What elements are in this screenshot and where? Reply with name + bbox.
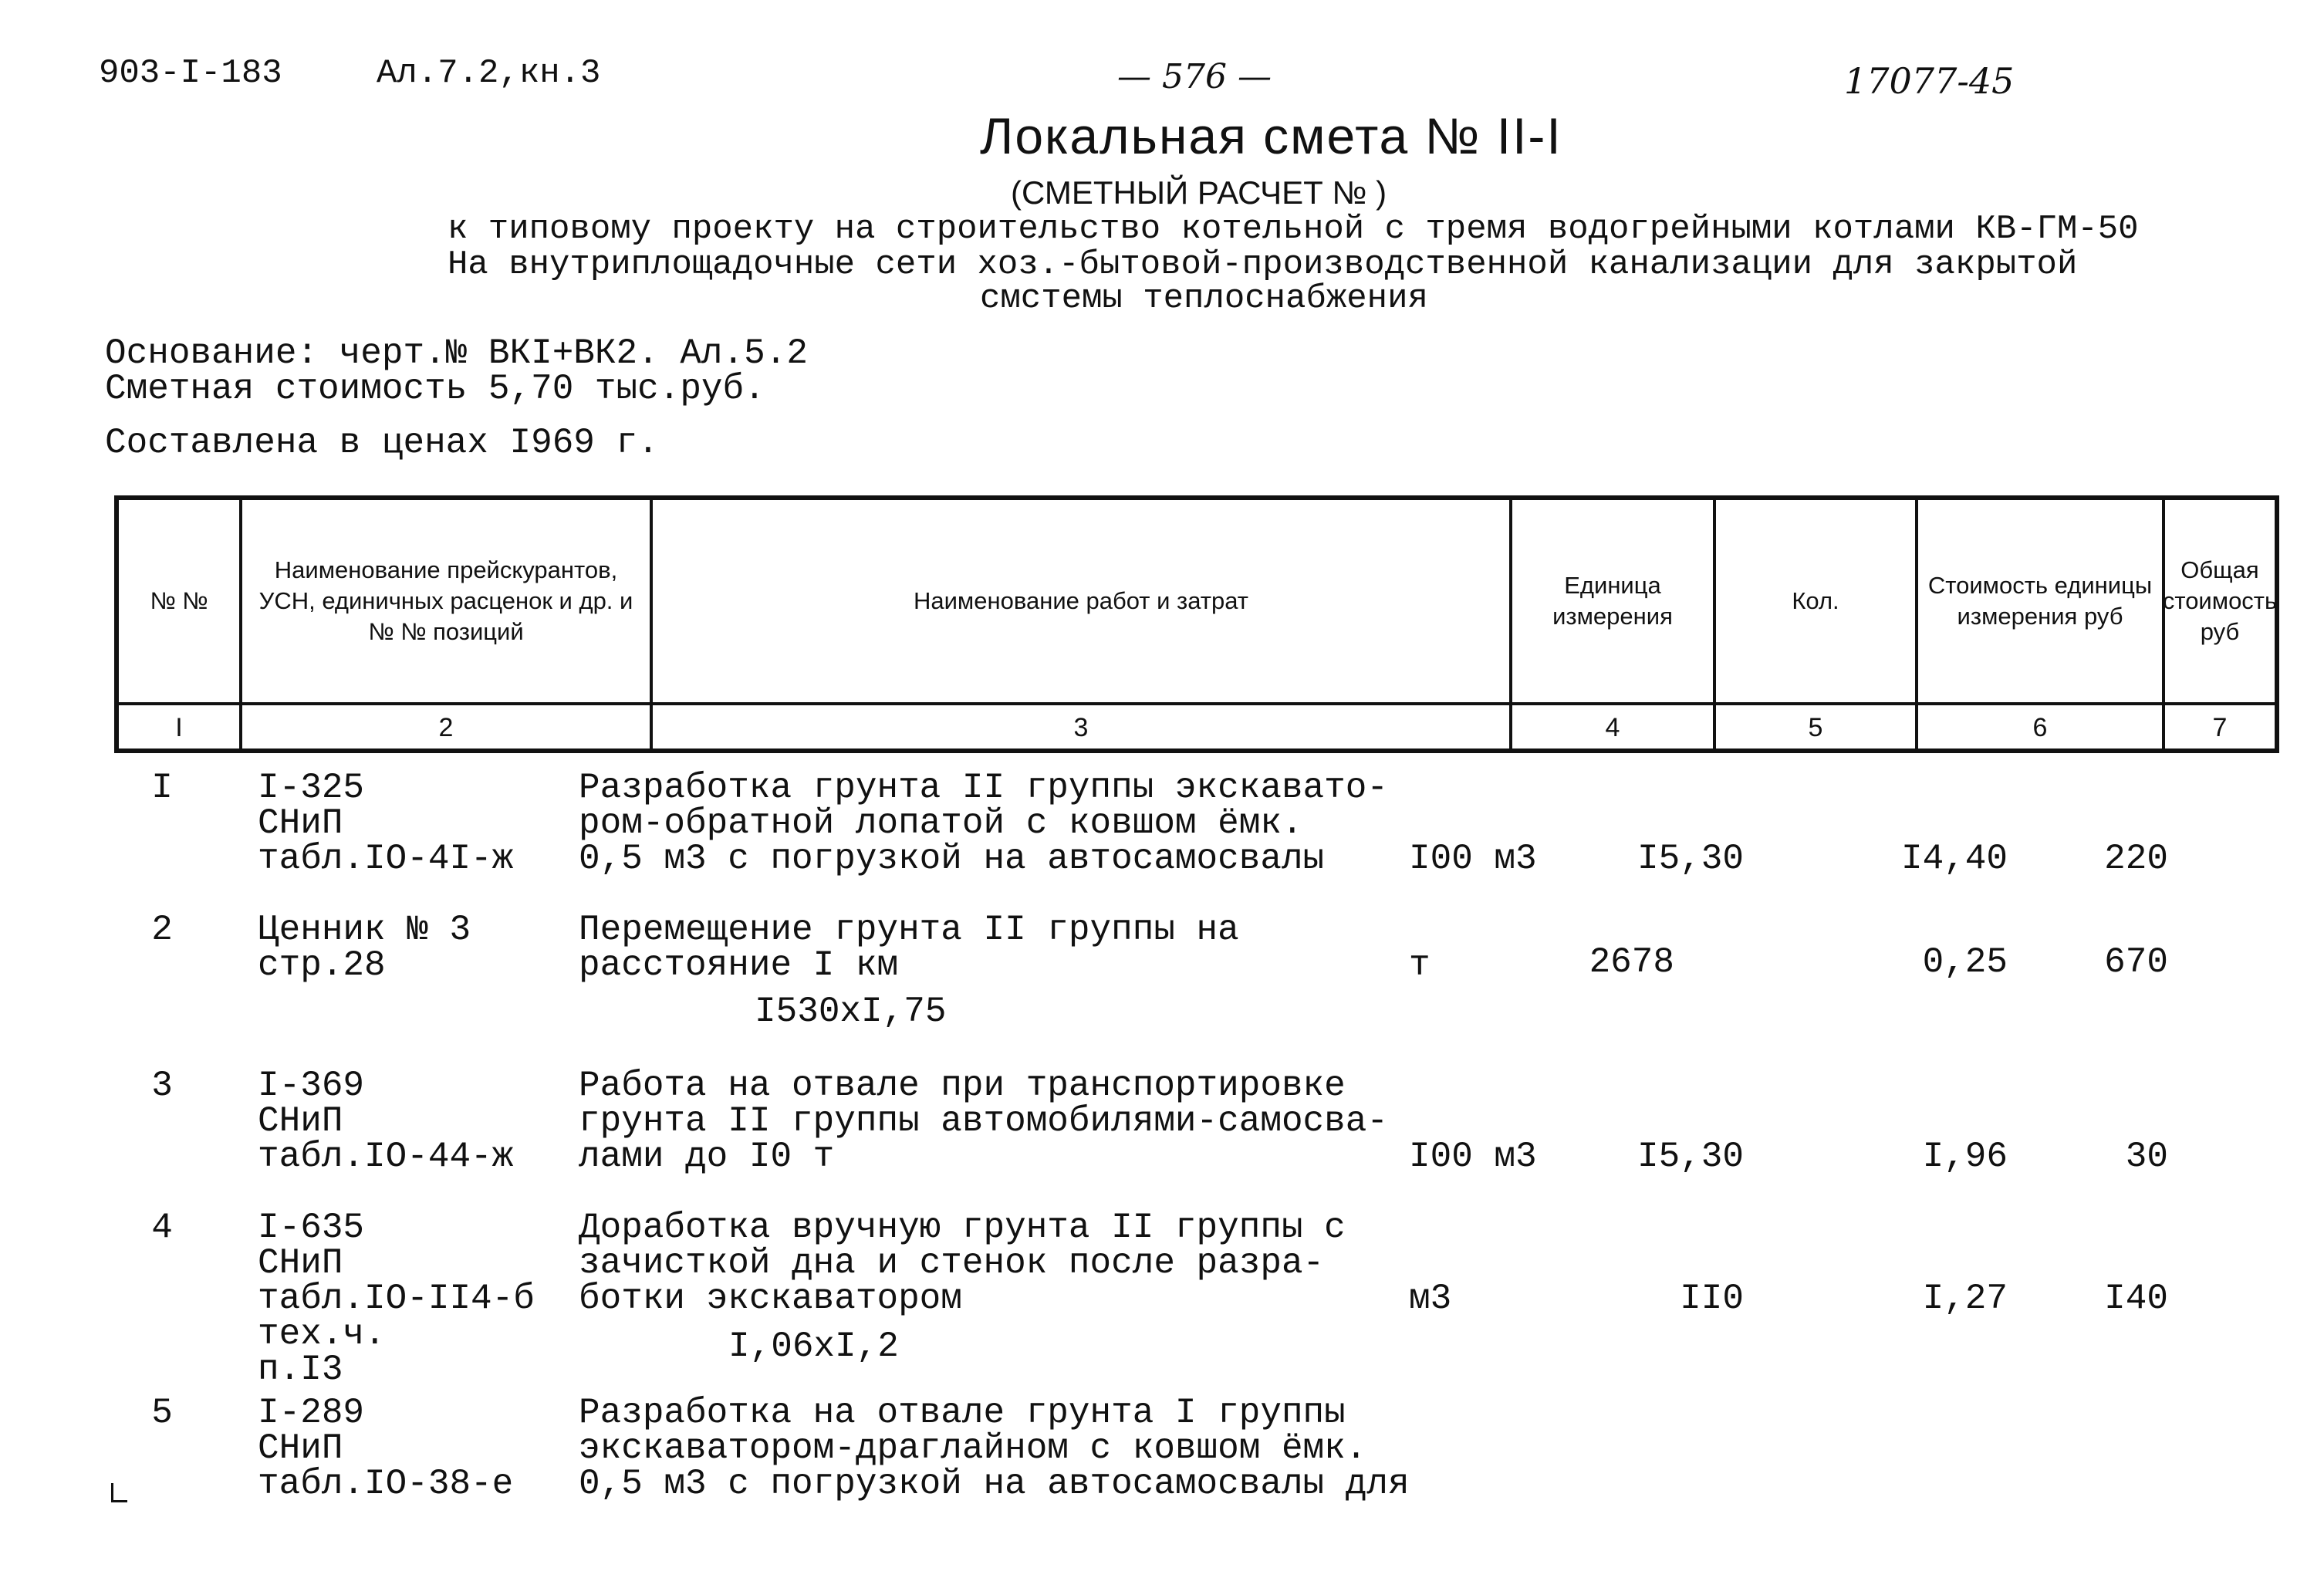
page-title: Локальная смета № II-I <box>980 107 1562 164</box>
description-line: На внутриплощадочные сети хоз.-бытовой-производственной канализации для закрытой <box>448 245 2078 284</box>
row-work-name: грунта II группы автомобилями-самосва- <box>579 1101 1388 1141</box>
header-cell-unit: Единица измерения <box>1512 500 1716 702</box>
row-number: 3 <box>151 1066 173 1106</box>
row-unit-cost: I4,40 <box>1900 839 2008 879</box>
row-quantity: 2678 <box>1589 942 1674 982</box>
registration-number: 17077-45 <box>1844 60 2015 102</box>
description-line: смстемы теплоснабжения <box>980 279 1428 318</box>
row-reference: I-635 <box>258 1208 365 1248</box>
row-work-name: зачисткой дна и стенок после разра- <box>579 1243 1325 1283</box>
row-total-cost: 220 <box>2104 839 2168 879</box>
row-work-name: расстояние I км <box>579 945 899 985</box>
album-reference: Ал.7.2,кн.3 <box>377 54 601 93</box>
row-work-name: ром-обратной лопатой с ковшом ёмк. <box>579 803 1303 843</box>
row-reference: СНиП <box>258 1243 343 1283</box>
row-reference: тех.ч. <box>258 1314 386 1354</box>
row-reference: п.I3 <box>258 1350 343 1390</box>
row-number: I <box>151 768 173 808</box>
row-work-name: Перемещение грунта II группы на <box>579 910 1239 950</box>
row-quantity: I5,30 <box>1637 1137 1744 1177</box>
basis-line: Основание: черт.№ ВКI+ВК2. Ал.5.2 <box>105 333 808 373</box>
corner-mark <box>111 1483 127 1502</box>
row-reference: табл.IO-4I-ж <box>258 839 514 879</box>
price-year-line: Составлена в ценах I969 г. <box>105 423 659 463</box>
row-work-name: Разработка на отвале грунта I группы <box>579 1393 1346 1433</box>
row-reference: СНиП <box>258 1101 343 1141</box>
row-work-name: 0,5 м3 с погрузкой на автосамосвалы <box>579 839 1325 879</box>
row-total-cost: 670 <box>2104 942 2168 982</box>
row-unit-cost: I,27 <box>1922 1279 2008 1319</box>
table-header <box>114 495 2279 753</box>
page-subtitle: (СМЕТНЫЙ РАСЧЕТ № ) <box>1011 174 1387 211</box>
column-number: 2 <box>242 705 653 750</box>
column-number: 7 <box>2212 712 2228 742</box>
page-number: — 576 — <box>1117 57 1272 96</box>
row-reference: I-325 <box>258 768 365 808</box>
header-cell-number: № № <box>119 500 242 702</box>
row-unit-cost: 0,25 <box>1922 942 2008 982</box>
estimate-cost-line: Сметная стоимость 5,70 тыс.руб. <box>105 369 765 409</box>
row-unit: I00 м3 <box>1409 1137 1537 1177</box>
row-work-name: Работа на отвале при транспортировке <box>579 1066 1346 1106</box>
row-reference: табл.IO-38-е <box>258 1464 514 1504</box>
row-unit-cost: I,96 <box>1922 1137 2008 1177</box>
header-cell-work-name: Наименование работ и затрат <box>653 500 1512 702</box>
row-work-name: 0,5 м3 с погрузкой на автосамосвалы для <box>579 1464 1410 1504</box>
row-number: 2 <box>151 910 173 950</box>
column-number: 6 <box>1918 705 2165 750</box>
row-work-name: Доработка вручную грунта II группы с <box>579 1208 1346 1248</box>
row-work-name: лами до I0 т <box>579 1137 835 1177</box>
row-calculation: I,06xI,2 <box>728 1326 899 1367</box>
column-number: 4 <box>1512 705 1716 750</box>
row-reference: СНиП <box>258 1428 343 1468</box>
row-number: 4 <box>151 1208 173 1248</box>
column-number: 5 <box>1716 705 1918 750</box>
row-reference: I-369 <box>258 1066 365 1106</box>
document-code: 903-I-183 <box>99 54 282 93</box>
row-unit: т <box>1409 945 1431 985</box>
header-cell-total-cost: Общая стоимость руб <box>2162 556 2278 645</box>
row-quantity: I5,30 <box>1637 839 1744 879</box>
row-work-name: Разработка грунта II группы экскавато- <box>579 768 1388 808</box>
row-reference: табл.IO-44-ж <box>258 1137 514 1177</box>
row-total-cost: I40 <box>2104 1279 2168 1319</box>
row-reference: I-289 <box>258 1393 365 1433</box>
row-number: 5 <box>151 1393 173 1433</box>
row-work-name: экскаватором-драглайном с ковшом ёмк. <box>579 1428 1367 1468</box>
row-work-name: ботки экскаватором <box>579 1279 962 1319</box>
column-number: I <box>119 705 242 750</box>
header-cell-unit-cost: Стоимость единицы измерения руб <box>1918 500 2165 702</box>
row-unit: I00 м3 <box>1409 839 1537 879</box>
header-cell-quantity: Кол. <box>1716 500 1918 702</box>
row-reference: стр.28 <box>258 945 386 985</box>
description-line: к типовому проекту на строительство котельной с тремя водогрейными котлами КВ-ГМ-50 <box>448 210 2139 248</box>
row-quantity: II0 <box>1680 1279 1744 1319</box>
row-reference: табл.IO-II4-б <box>258 1279 535 1319</box>
row-calculation: I530xI,75 <box>755 992 947 1032</box>
header-cell-reference: Наименование прейскурантов, УСН, единичных расценок и др. и № № позиций <box>242 500 653 702</box>
row-unit: м3 <box>1409 1279 1452 1319</box>
row-reference: Ценник № 3 <box>258 910 471 950</box>
row-total-cost: 30 <box>2125 1137 2168 1177</box>
column-number: 3 <box>653 705 1512 750</box>
row-reference: СНиП <box>258 803 343 843</box>
